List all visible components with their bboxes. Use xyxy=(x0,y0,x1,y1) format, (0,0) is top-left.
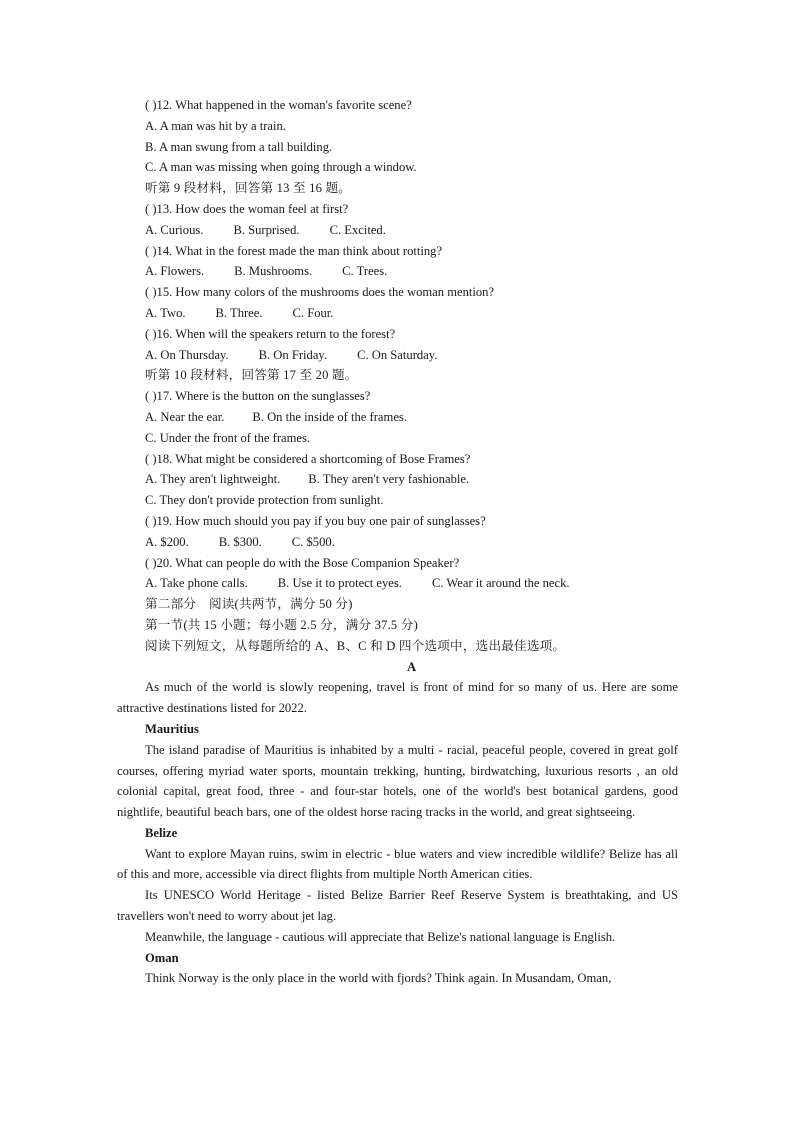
question-item: ( )16. When will the speakers return to the forest? xyxy=(145,326,396,341)
question-item: ( )12. What happened in the woman's favorite scene? xyxy=(145,98,412,112)
question-item: ( )19. How much should you pay if you buy one pair of sunglasses? xyxy=(145,513,486,528)
answer-option: A. Flowers. xyxy=(145,264,205,279)
passage-paragraph: Meanwhile, the language - cautious will appreciate that Belize's national language is English. xyxy=(145,929,616,944)
answer-options xyxy=(145,303,678,324)
answer-options xyxy=(145,261,678,282)
answer-option: C. Wear it around the neck. xyxy=(431,576,570,591)
question-item: ( )14. What in the forest made the man think about rotting? xyxy=(145,243,443,258)
passage-paragraph: As much of the world is slowly reopening, travel is front of mind for so many of us. Here are some attractive destinations listed for 2022. xyxy=(117,680,678,716)
question-item: ( )15. How many colors of the mushrooms does the woman mention? xyxy=(145,285,495,300)
destination-heading: Belize xyxy=(145,825,178,840)
answer-option: C. Excited. xyxy=(329,222,386,237)
answer-option: A. On Thursday. xyxy=(145,347,229,362)
question-item: ( )20. What can people do with the Bose Companion Speaker? xyxy=(145,555,460,570)
passage-paragraph: Its UNESCO World Heritage - listed Belize Barrier Reef Reserve System is breathtaking, and US travellers won't need to worry about jet lag. xyxy=(117,888,678,924)
answer-options xyxy=(145,220,678,241)
answer-option: A. Take phone calls. xyxy=(145,576,248,591)
passage-paragraph: Want to explore Mayan ruins, swim in electric - blue waters and view incredible wildlife? Belize has all of this and more, accessible via direct flights from multiple North American cities. xyxy=(117,846,678,882)
answer-option: C. $500. xyxy=(291,534,335,549)
answer-option: C. On Saturday. xyxy=(357,347,438,362)
answer-option: A. They aren't lightweight. xyxy=(145,472,281,487)
section-heading: 第一节(共 15 小题；每小题 2.5 分，满分 37.5 分) xyxy=(145,617,418,632)
listening-instruction: 听第 10 段材料，回答第 17 至 20 题。 xyxy=(145,368,358,383)
answer-option: A. A man was hit by a train. xyxy=(145,118,286,133)
question-item: ( )13. How does the woman feel at first? xyxy=(145,201,349,216)
question-item: ( )17. Where is the button on the sunglasses? xyxy=(145,389,371,404)
listening-section xyxy=(145,95,678,594)
question-item: ( )18. What might be considered a shortcoming of Bose Frames? xyxy=(145,451,471,466)
answer-options xyxy=(145,345,678,366)
reading-passage xyxy=(117,677,678,989)
answer-option: C. A man was missing when going through a window. xyxy=(145,160,417,175)
destination-heading: Mauritius xyxy=(145,721,199,736)
document-page xyxy=(117,95,678,989)
answer-option: B. A man swung from a tall building. xyxy=(145,139,333,154)
answer-options xyxy=(145,116,678,137)
answer-options xyxy=(145,573,678,594)
answer-options xyxy=(145,157,678,178)
answer-option: A. Two. xyxy=(145,305,186,320)
part-heading: 第二部分 阅读(共两节，满分 50 分) xyxy=(145,597,353,612)
answer-option: C. They don't provide protection from sunlight. xyxy=(145,493,384,508)
answer-option: B. Use it to protect eyes. xyxy=(277,576,402,591)
answer-option: C. Under the front of the frames. xyxy=(145,430,311,445)
answer-options xyxy=(145,490,678,511)
listening-instruction: 听第 9 段材料，回答第 13 至 16 题。 xyxy=(145,181,352,196)
passage-paragraph: Think Norway is the only place in the world with fjords? Think again. In Musandam, Oman, xyxy=(145,971,612,986)
answer-options xyxy=(145,407,678,428)
answer-option: B. On Friday. xyxy=(258,347,328,362)
passage-label: A xyxy=(406,659,417,674)
answer-option: C. Trees. xyxy=(342,264,388,279)
answer-option: B. Mushrooms. xyxy=(234,264,313,279)
answer-option: B. They aren't very fashionable. xyxy=(308,472,470,487)
answer-option: B. $300. xyxy=(218,534,262,549)
answer-options xyxy=(145,428,678,449)
reading-instruction: 阅读下列短文，从每题所给的 A、B、C 和 D 四个选项中，选出最佳选项。 xyxy=(145,638,566,653)
answer-options xyxy=(145,137,678,158)
answer-option: A. Near the ear. xyxy=(145,409,225,424)
passage-paragraph: The island paradise of Mauritius is inhabited by a multi - racial, peaceful people, covered in great golf courses, offering myriad water sports, mountain trekking, hunting, birdwatching, luxurious resorts , an old colonial capital, great food, three - and four-star hotels, one of the world's best botanical gardens, good nightlife, beautiful beach bars, one of the oldest horse racing tracks in the world, and great sightseeing. xyxy=(117,742,678,820)
answer-options xyxy=(145,532,678,553)
answer-option: B. On the inside of the frames. xyxy=(252,409,407,424)
answer-option: A. $200. xyxy=(145,534,189,549)
answer-options xyxy=(145,469,678,490)
answer-option: A. Curious. xyxy=(145,222,204,237)
answer-option: B. Three. xyxy=(215,305,263,320)
answer-option: C. Four. xyxy=(292,305,334,320)
answer-option: B. Surprised. xyxy=(233,222,300,237)
destination-heading: Oman xyxy=(145,950,179,965)
